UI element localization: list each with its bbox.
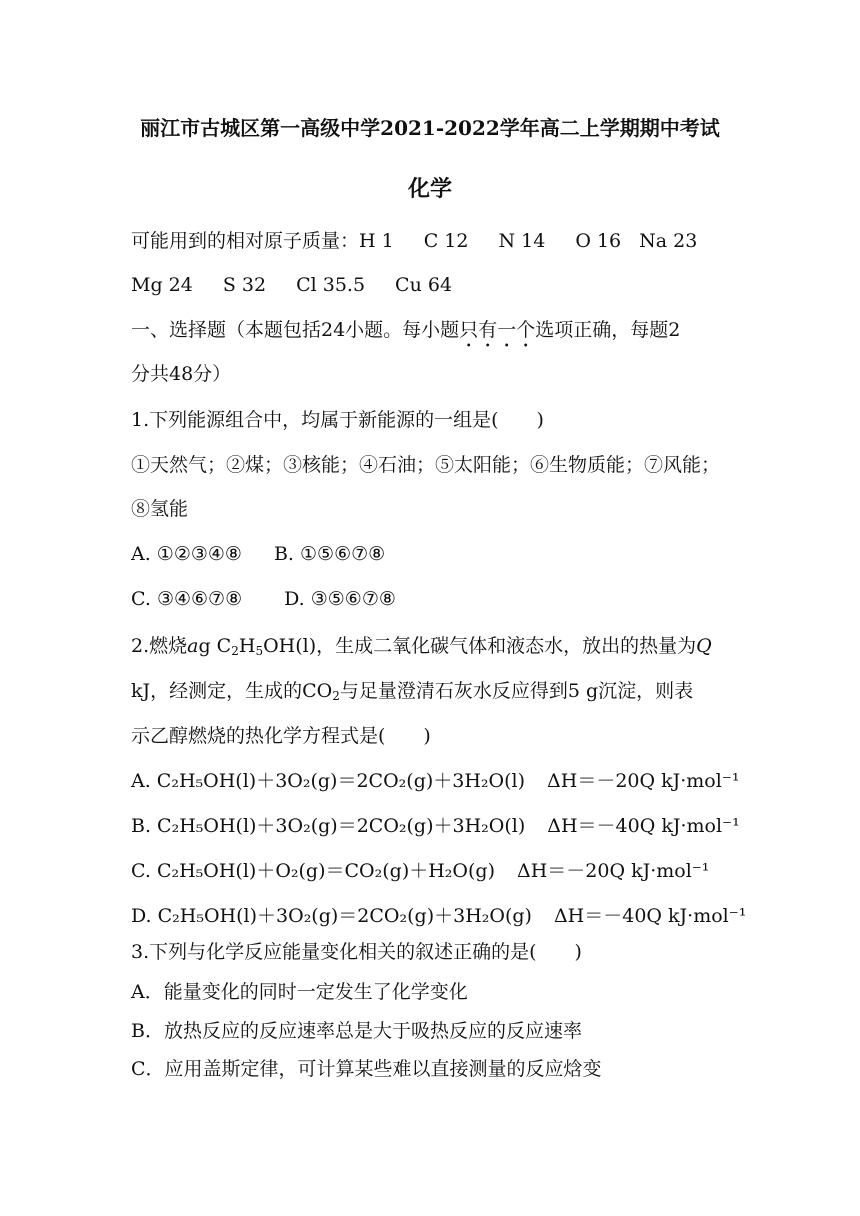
atomic-masses-label: 可能用到的相对原子质量： — [131, 230, 360, 252]
q2-option-d-enthalpy: ΔH＝－40Q kJ·mol⁻¹ — [553, 905, 747, 927]
q2-option-d-equation: D. C₂H₅OH(l)＋3O₂(g)＝2CO₂(g)＋3H₂O(g) — [131, 905, 532, 927]
q2-var-q: Q — [696, 635, 712, 657]
mass-s: S 32 — [222, 274, 267, 296]
section-heading-line-2: 分共48分） — [131, 363, 232, 385]
q1-option-d: D. ③⑤⑥⑦⑧ — [284, 588, 396, 610]
q1-option-b: B. ①⑤⑥⑦⑧ — [273, 543, 386, 565]
section-heading — [131, 318, 680, 352]
mass-n: N 14 — [498, 230, 546, 252]
q1-option-a: A. ①②③④⑧ — [131, 543, 242, 565]
q1-options-row-1 — [131, 542, 385, 566]
q2-stem-formula-c: g C — [198, 635, 232, 657]
q2-stem-rest: OH(l)，生成二氧化碳气体和液态水，放出的热量为 — [263, 635, 697, 657]
mass-o: O 16 — [575, 230, 622, 252]
q2-stem2-start: kJ，经测定，生成的CO — [131, 680, 333, 702]
q2-sub-2: 2 — [231, 644, 239, 658]
section-heading-tail: 选项正确，每题2 — [535, 319, 681, 341]
q1-items-line-1: ①天然气；②煤；③核能；④石油；⑤太阳能；⑥生物质能；⑦风能； — [131, 454, 721, 476]
mass-c: C 12 — [423, 230, 469, 252]
q2-option-a-enthalpy: ΔH＝－20Q kJ·mol⁻¹ — [547, 770, 740, 792]
q2-option-c-enthalpy: ΔH＝－20Q kJ·mol⁻¹ — [516, 860, 710, 882]
q3-option-c: C．应用盖斯定律，可计算某些难以直接测量的反应焓变 — [131, 1058, 602, 1080]
atomic-masses-row-2 — [131, 273, 452, 297]
q2-stem-line-1 — [131, 634, 712, 658]
exam-title: 丽江市古城区第一高级中学2021-2022学年高二上学期期中考试 — [140, 116, 720, 140]
q2-stem-line-3: 示乙醇燃烧的热化学方程式是( ) — [131, 725, 431, 747]
mass-cl: Cl 35.5 — [296, 274, 366, 296]
q3-option-a: A．能量变化的同时一定发生了化学变化 — [131, 981, 468, 1003]
q2-option-c — [131, 859, 709, 883]
mass-h: H 1 — [359, 230, 394, 252]
q2-option-b-enthalpy: ΔH＝－40Q kJ·mol⁻¹ — [547, 815, 740, 837]
q2-co2-sub: 2 — [332, 689, 340, 703]
q2-option-b-equation: B. C₂H₅OH(l)＋3O₂(g)＝2CO₂(g)＋3H₂O(l) — [131, 815, 526, 837]
section-heading-emphasis: 只有一个 — [459, 319, 536, 341]
q2-stem-formula-h: H — [238, 635, 256, 657]
mass-cu: Cu 64 — [395, 274, 453, 296]
section-heading-text: 一、选择题（本题包括24小题。每小题 — [131, 319, 460, 341]
q2-option-a — [131, 769, 739, 793]
q2-stem-start: 2.燃烧 — [131, 635, 188, 657]
subject-title: 化学 — [407, 176, 452, 202]
q2-stem-line-2 — [131, 679, 693, 703]
q2-option-a-equation: A. C₂H₅OH(l)＋3O₂(g)＝2CO₂(g)＋3H₂O(l) — [131, 770, 526, 792]
q3-stem: 3.下列与化学反应能量变化相关的叙述正确的是( ) — [131, 941, 582, 963]
q2-stem2-rest: 与足量澄清石灰水反应得到5 g沉淀，则表 — [339, 680, 694, 702]
q2-option-d — [131, 904, 746, 928]
q3-option-b: B．放热反应的反应速率总是大于吸热反应的反应速率 — [131, 1020, 582, 1042]
q1-stem: 1.下列能源组合中，均属于新能源的一组是( ) — [131, 409, 544, 431]
q2-var-a: a — [187, 635, 199, 657]
q1-items-line-2: ⑧氢能 — [131, 498, 189, 520]
q2-option-c-equation: C. C₂H₅OH(l)＋O₂(g)＝CO₂(g)＋H₂O(g) — [131, 860, 495, 882]
atomic-masses-row-1 — [131, 229, 697, 253]
q2-option-b — [131, 814, 740, 838]
mass-mg: Mg 24 — [131, 274, 193, 296]
q1-options-row-2 — [131, 587, 396, 611]
q2-sub-5: 5 — [255, 644, 264, 658]
q1-option-c: C. ③④⑥⑦⑧ — [131, 588, 243, 610]
mass-na: Na 23 — [639, 230, 698, 252]
